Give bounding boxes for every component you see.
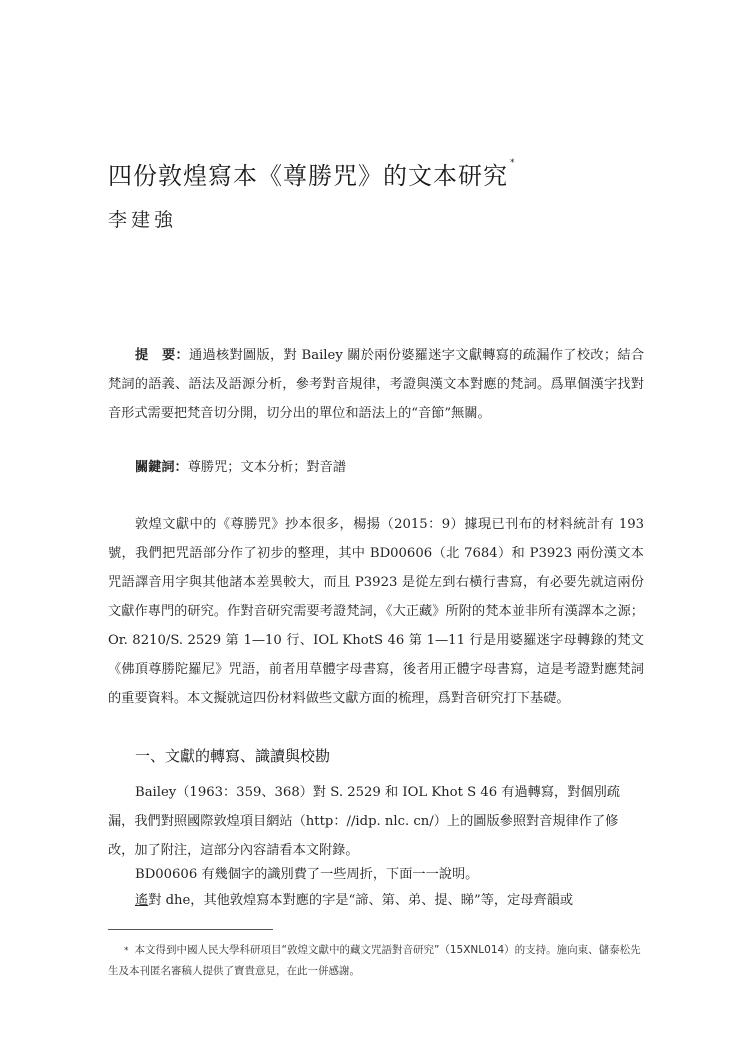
footnote-rule bbox=[108, 929, 273, 930]
section-paragraph-3-text: 對 dhe，其他敦煌寫本對應的字是“諦、第、弟、提、睇”等，定母齊韻或 bbox=[148, 893, 574, 908]
keywords-label: 關鍵詞： bbox=[135, 460, 188, 475]
author-name: 李建強 bbox=[108, 209, 178, 231]
section-paragraph-1: Bailey（1963：359、368）對 S. 2529 和 IOL Khot S 46 有過轉寫，對個別疏漏，我們對照國際敦煌項目網站（http：//idp. nlc. cn/）上的圖版參照對音規律作了修改，加了附注，這部分內容請看本文附錄。 bbox=[108, 785, 620, 858]
keywords-text: 尊勝咒；文本分析；對音譜 bbox=[187, 460, 346, 475]
intro-paragraph: 敦煌文獻中的《尊勝咒》抄本很多，楊揚（2015：9）據現已刊布的材料統計有 193 號，我們把咒語部分作了初步的整理，其中 BD00606（北 7684）和 P3923 兩份漢文本咒語譯音用字與其他諸本差異較大，而且 P3923 是從左到右橫行書寫，有必要先就這兩份文獻作專門的研究。作對音研究需要考證梵詞，《大正藏》所附的梵本並非所有漢譯本之源；Or. 8210/S. 2529 第 1—10 行、IOL KhotS 46 第 1—11 行是用婆羅迷字母轉錄的梵文《佛頂尊勝陀羅尼》咒語，前者用草體字母書寫，後者用正體字母書寫，這是考證對應梵詞的重要資料。本文擬就這四份材料做些文獻方面的梳理，爲對音研究打下基礎。 bbox=[108, 517, 644, 706]
section-paragraph-3 bbox=[108, 886, 644, 915]
section-paragraph-2: BD00606 有幾個字的識別費了一些周折，下面一一說明。 bbox=[135, 867, 479, 882]
underlined-character: 遙 bbox=[135, 893, 149, 908]
section-heading: 一、文獻的轉寫、識讀與校勘 bbox=[135, 747, 331, 765]
abstract bbox=[108, 341, 644, 428]
paper-title-text: 四份敦煌寫本《尊勝咒》的文本研究 bbox=[108, 162, 508, 190]
abstract-text: 通過核對圖版，對 Bailey 關於兩份婆羅迷字文獻轉寫的疏漏作了校改；結合梵詞的語義、語法及語源分析，參考對音規律，考證與漢文本對應的梵詞。爲單個漢字找對音形式需要把梵音切分開，切分出的單位和語法上的“音節”無關。 bbox=[108, 348, 645, 421]
keywords bbox=[108, 453, 644, 482]
abstract-label: 提 要： bbox=[135, 348, 190, 363]
footnote-text: 本文得到中國人民大學科研項目“敦煌文獻中的藏文咒語對音研究”（15XNL014）的支持。施向東、儲泰松先生及本刊匿名審稿人提供了寶貴意見，在此一併感謝。 bbox=[108, 944, 641, 977]
footnote-mark: * bbox=[124, 946, 129, 956]
footnote bbox=[108, 940, 648, 981]
title-footnote-mark: * bbox=[510, 158, 516, 168]
paper-title bbox=[108, 156, 516, 191]
